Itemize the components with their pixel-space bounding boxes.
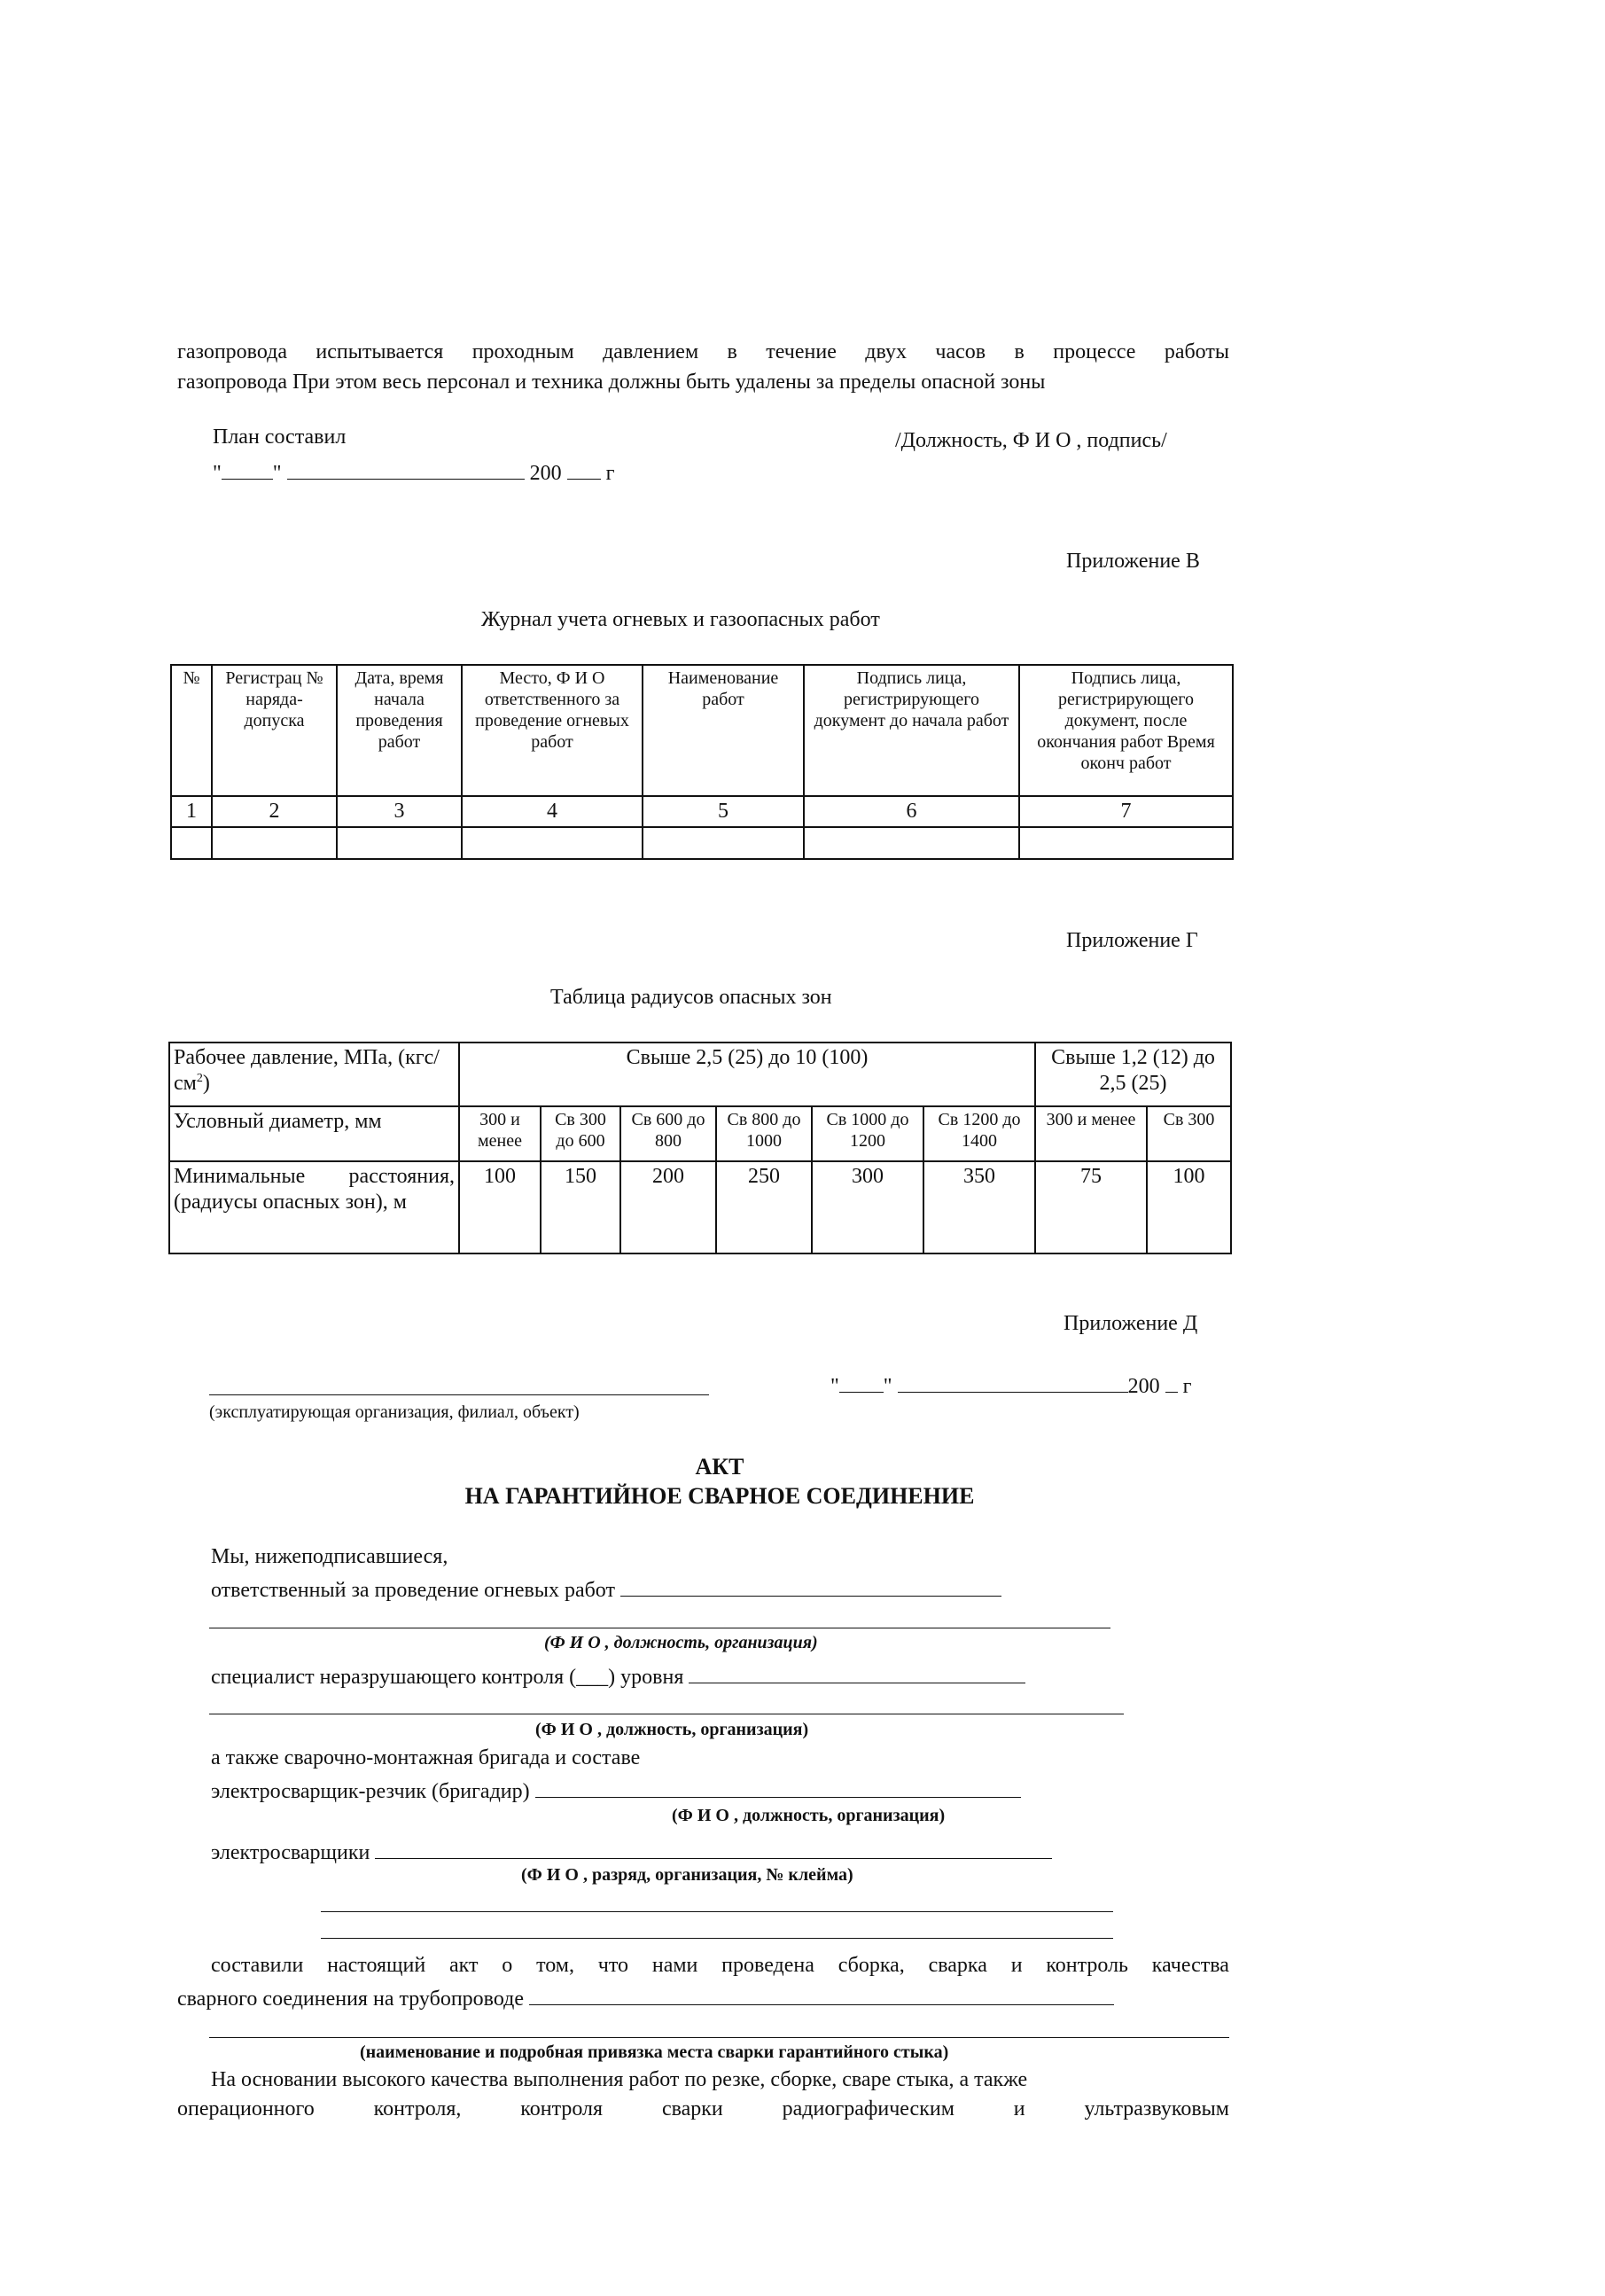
word: том, [536, 1954, 574, 1977]
welders-line-3 [321, 1938, 1113, 1939]
word: и [1010, 1954, 1023, 1977]
word: часов [935, 340, 986, 363]
diameter-cell: 300 и менее [459, 1106, 541, 1161]
word: контроля, [373, 2097, 462, 2120]
diameter-cell: 300 и менее [1035, 1106, 1147, 1161]
specialist-line: специалист неразрушающего контроля (___) уровня [211, 1661, 1025, 1690]
diameter-cell: Св 1200 до 1400 [923, 1106, 1035, 1161]
caption-fio-3: (Ф И О , должность, организация) [672, 1806, 946, 1825]
distance-cell: 350 [923, 1161, 1035, 1253]
word: течение [766, 340, 837, 363]
zones-distance-row [169, 1161, 1231, 1253]
diameter-cell: Св 300 до 600 [541, 1106, 620, 1161]
organization-caption: (эксплуатирующая организация, филиал, объект) [209, 1402, 580, 1422]
caption-fio-2: (Ф И О , должность, организация) [535, 1720, 809, 1739]
distance-cell: 250 [716, 1161, 812, 1253]
word: газопровода [177, 340, 288, 363]
diameter-cell: Св 800 до 1000 [716, 1106, 812, 1161]
word: операционного [177, 2097, 315, 2120]
brigade-text: а также сварочно-монтажная бригада и составе [211, 1746, 641, 1769]
act-subtitle: НА ГАРАНТИЙНОЕ СВАРНОЕ СОЕДИНЕНИЕ [464, 1483, 975, 1509]
pressure-group-1: Свыше 2,5 (25) до 10 (100) [459, 1043, 1035, 1106]
plan-composed-label: План составил [213, 426, 347, 449]
word: контроль [1046, 1954, 1128, 1977]
word: проведена [721, 1954, 814, 1977]
diameter-cell: Св 600 до 800 [620, 1106, 716, 1161]
distance-cell: 150 [541, 1161, 620, 1253]
word: сборка, [838, 1954, 905, 1977]
distance-cell: 200 [620, 1161, 716, 1253]
diameter-cell: Св 300 [1147, 1106, 1231, 1161]
distance-cell: 100 [459, 1161, 541, 1253]
distance-cell: 75 [1035, 1161, 1147, 1253]
welder-cutter-line: электросварщик-резчик (бригадир) [211, 1776, 1021, 1804]
diameter-label-cell: Условный диаметр, мм [169, 1106, 459, 1161]
journal-header-row [171, 665, 1233, 796]
welders-line-2 [321, 1911, 1113, 1912]
caption-fio-1: (Ф И О , должность, организация) [544, 1633, 818, 1652]
last-line [177, 2097, 1229, 2121]
word: процессе [1053, 340, 1136, 363]
word: качества [1151, 1954, 1229, 1977]
place-line [209, 2037, 1229, 2038]
word: радиографическим [782, 2097, 954, 2120]
word: давлением [603, 340, 699, 363]
zones-table [168, 1042, 1232, 1254]
compiled-line [211, 1954, 1229, 1978]
word: испытывается [316, 340, 444, 363]
word: составили [211, 1954, 304, 1977]
journal-number-cell: 1 [171, 796, 212, 827]
journal-number-cell: 7 [1019, 796, 1233, 827]
word: в [727, 340, 737, 363]
word: нами [651, 1954, 698, 1977]
word: в [1014, 340, 1025, 363]
word: двух [865, 340, 907, 363]
zones-table-title: Таблица радиусов опасных зон [550, 986, 832, 1009]
welders-line: электросварщики [211, 1837, 1052, 1865]
distance-cell: 100 [1147, 1161, 1231, 1253]
word: о [502, 1954, 513, 1977]
pressure-label-cell: Рабочее давление, МПа, $(кгс/см^2)$ [169, 1043, 459, 1106]
journal-header-cell: Место, Ф И О ответственного за проведение огневых работ [462, 665, 643, 796]
journal-number-cell: 5 [643, 796, 804, 827]
word: сварки [661, 2097, 723, 2120]
caption-fio-4: (Ф И О , разряд, организация, № клейма) [521, 1865, 853, 1885]
plan-date-line: " " 200 г [213, 457, 614, 486]
distance-cell: 300 [812, 1161, 923, 1253]
word: ультразвуковым [1084, 2097, 1229, 2120]
journal-title: Журнал учета огневых и газоопасных работ [481, 608, 880, 631]
zones-pressure-row [169, 1043, 1231, 1106]
journal-number-cell: 3 [337, 796, 462, 827]
intro-line-1 [177, 340, 1229, 364]
joint-line: сварного соединения на трубопроводе [177, 1983, 1114, 2011]
basis-line: На основании высокого качества выполнения работ по резке, сборке, сваре стыка, а также [211, 2068, 1028, 2091]
word: сварка [928, 1954, 987, 1977]
journal-header-cell: Подпись лица, регистрирующего документ до начала работ [804, 665, 1019, 796]
journal-header-cell: Регистрац № наряда-допуска [212, 665, 337, 796]
appendix-g-label: Приложение Г [1066, 929, 1198, 952]
appendix-v-label: Приложение В [1066, 550, 1200, 573]
pressure-group-2: Свыше 1,2 (12) до 2,5 (25) [1035, 1043, 1231, 1106]
plan-signature-note: /Должность, Ф И О , подпись/ [895, 429, 1167, 452]
responsible-line: ответственный за проведение огневых работ [211, 1574, 1001, 1603]
word: работы [1164, 340, 1229, 363]
distance-label-cell: Минимальные расстояния, (радиусы опасных зон), м [169, 1161, 459, 1253]
intro-line-2: газопровода При этом весь персонал и техника должны быть удалены за пределы опасной зоны [177, 371, 1046, 394]
word: контроля [520, 2097, 604, 2120]
act-we-text: Мы, нижеподписавшиеся, [211, 1545, 448, 1568]
diameter-cell: Св 1000 до 1200 [812, 1106, 923, 1161]
journal-number-cell: 2 [212, 796, 337, 827]
journal-header-cell: Наименование работ [643, 665, 804, 796]
act-title: АКТ [695, 1454, 744, 1480]
journal-table [170, 664, 1234, 860]
word: настоящий [327, 1954, 426, 1977]
journal-number-cell: 4 [462, 796, 643, 827]
journal-header-cell: Дата, время начала проведения работ [337, 665, 462, 796]
word: акт [449, 1954, 479, 1977]
appendix-d-label: Приложение Д [1064, 1312, 1198, 1335]
journal-number-cell: 6 [804, 796, 1019, 827]
journal-number-row [171, 796, 1233, 827]
act-date-line: " " 200 г [830, 1371, 1191, 1399]
zones-diameter-row [169, 1106, 1231, 1161]
organization-line [209, 1394, 709, 1395]
word: и [1013, 2097, 1025, 2120]
journal-header-cell: Подпись лица, регистрирующего документ, после окончания работ Время оконч работ [1019, 665, 1233, 796]
word: что [597, 1954, 629, 1977]
journal-header-cell: № [171, 665, 212, 796]
word: проходным [471, 340, 574, 363]
journal-empty-row [171, 827, 1233, 859]
caption-place: (наименование и подробная привязка места сварки гарантийного стыка) [360, 2042, 949, 2062]
